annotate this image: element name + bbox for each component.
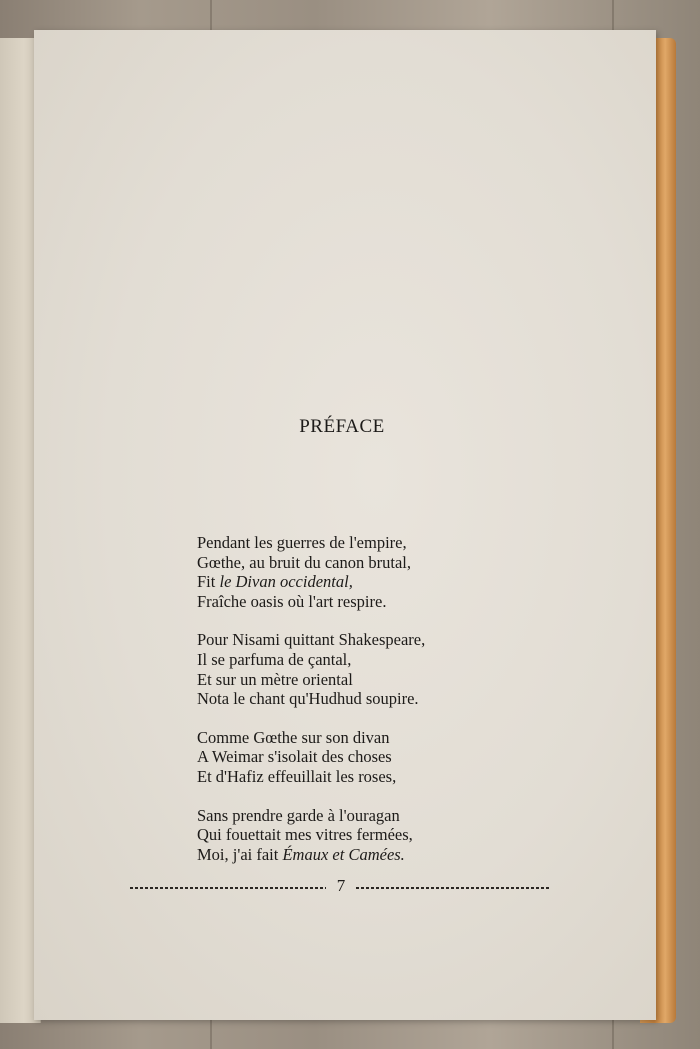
- verse-text: Gœthe, au bruit du canon brutal,: [197, 552, 411, 572]
- italic-title-text: Émaux et Camées.: [282, 844, 405, 864]
- poem-stanza: [197, 533, 425, 611]
- poem-line: [197, 689, 425, 709]
- book-page: [34, 30, 656, 1020]
- verse-text: Moi, j'ai fait: [197, 844, 283, 864]
- poem-line: [197, 650, 425, 670]
- poem-line: [197, 825, 425, 845]
- poem-line: [197, 553, 425, 573]
- poem-line: [197, 767, 425, 787]
- verse-text: A Weimar s'isolait des choses: [197, 747, 392, 767]
- verse-text: Il se parfuma de çantal,: [197, 649, 352, 669]
- ornamental-rule-right: [356, 887, 550, 889]
- verse-text: Fraîche oasis où l'art respire.: [197, 591, 387, 611]
- verse-text: Fit: [197, 572, 220, 592]
- poem-line: [197, 533, 425, 553]
- poem-line: [197, 747, 425, 767]
- italic-title-text: le Divan occidental,: [219, 572, 353, 592]
- page-title: PRÉFACE: [299, 416, 385, 437]
- poem-line: [197, 728, 425, 748]
- verse-text: Pendant les guerres de l'empire,: [197, 533, 407, 552]
- poem-stanza: [197, 630, 425, 708]
- verse-text: Nota le chant qu'Hudhud soupire.: [197, 689, 419, 709]
- poem-line: [197, 630, 425, 650]
- verse-text: Et d'Hafiz effeuillait les roses,: [197, 766, 397, 786]
- ornamental-rule-left: [130, 887, 326, 889]
- poem-line: [197, 592, 425, 612]
- poem-stanza: [197, 806, 425, 865]
- verse-text: Pour Nisami quittant Shakespeare,: [197, 630, 426, 650]
- poem-line: [197, 670, 425, 690]
- page-footer: [130, 876, 550, 900]
- poem-line: [197, 806, 425, 826]
- verse-text: Comme Gœthe sur son divan: [197, 727, 390, 747]
- verse-text: Et sur un mètre oriental: [197, 669, 353, 689]
- poem: [197, 533, 425, 883]
- page-number: 7: [336, 876, 346, 895]
- poem-stanza: [197, 728, 425, 787]
- poem-line: [197, 845, 425, 865]
- verse-text: Qui fouettait mes vitres fermées,: [197, 825, 413, 845]
- verse-text: Sans prendre garde à l'ouragan: [197, 805, 400, 825]
- poem-line: [197, 572, 425, 592]
